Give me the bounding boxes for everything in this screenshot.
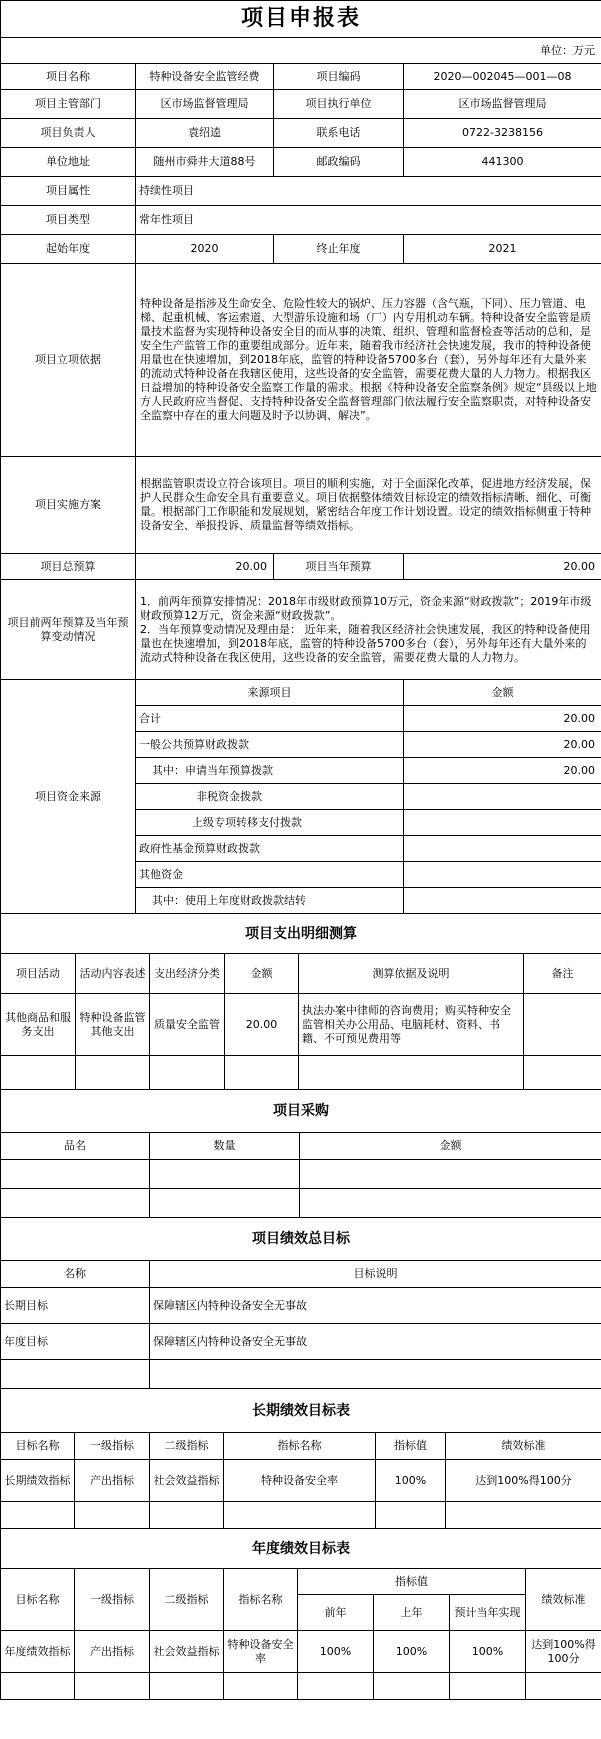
long-term-header: 目标名称	[1, 1433, 75, 1460]
dept-value: 区市场监督管理局	[136, 90, 274, 119]
annual-cell: 达到100%得100分	[526, 1631, 601, 1673]
attr-value: 持续性项目	[136, 177, 601, 206]
current-budget-label: 项目当年预算	[274, 554, 404, 580]
annual-empty-cell	[224, 1673, 298, 1700]
start-year-value: 2020	[136, 235, 274, 264]
annual-sub-header: 预计当年实现	[450, 1595, 526, 1631]
funding-row-name: 非税资金拨款	[136, 784, 404, 810]
funding-row-amount: 20.00	[404, 706, 601, 732]
annual-header: 指标值	[298, 1569, 526, 1595]
perf-total-table	[0, 1217, 601, 1389]
project-name-value: 特种设备安全监管经费	[136, 64, 274, 90]
main-table	[0, 0, 601, 680]
procurement-section-title: 项目采购	[1, 1090, 601, 1133]
annual-cell: 社会效益指标	[150, 1631, 224, 1673]
expense-cell: 特种设备监管其他支出	[76, 994, 150, 1056]
procurement-empty-cell	[150, 1160, 300, 1189]
funding-col-amount: 金额	[404, 680, 601, 706]
basis-label: 项目立项依据	[1, 264, 136, 457]
perf-total-empty-cell	[1, 1360, 150, 1389]
address-value: 随州市舜井大道88号	[136, 148, 274, 177]
long-term-header: 一级指标	[75, 1433, 150, 1460]
long-term-empty-cell	[446, 1502, 601, 1529]
expense-header: 备注	[524, 954, 601, 994]
current-budget-value: 20.00	[404, 554, 601, 580]
funding-row-name: 其他资金	[136, 862, 404, 888]
annual-cell: 100%	[450, 1631, 526, 1673]
annual-empty-cell	[1, 1673, 75, 1700]
expense-header: 活动内容表述	[76, 954, 150, 994]
expense-empty-cell	[524, 1056, 601, 1090]
budget-change-label: 项目前两年预算及当年预算变动情况	[1, 580, 136, 680]
procurement-table	[0, 1089, 601, 1218]
procurement-header: 金额	[300, 1133, 601, 1160]
funding-table	[0, 679, 601, 914]
long-term-cell: 长期绩效指标	[1, 1460, 75, 1502]
phone-value: 0722-3238156	[404, 119, 601, 148]
annual-cell: 产出指标	[75, 1631, 150, 1673]
end-year-label: 终止年度	[274, 235, 404, 264]
expense-empty-cell	[150, 1056, 225, 1090]
long-term-empty-cell	[75, 1502, 150, 1529]
annual-header: 绩效标准	[526, 1569, 601, 1631]
long-term-header: 二级指标	[150, 1433, 224, 1460]
expense-empty-cell	[1, 1056, 76, 1090]
funding-row-amount	[404, 888, 601, 914]
plan-text: 根据监管职责设立符合该项目。项目的顺利实施，对于全面深化改革，促进地方经济发展，保护人民群众生命安全具有重要意义。项目依据整体绩效目标设定的绩效指标清晰、细化、可衡量。根据部门工作职能和发展规划，紧密结合年度工作计划设置。设定的绩效指标侧重于特种设备安全、举报投诉、质量监督等绩效指标。	[136, 457, 601, 554]
annual-cell: 100%	[298, 1631, 374, 1673]
phone-label: 联系电话	[274, 119, 404, 148]
annual-empty-cell	[374, 1673, 450, 1700]
perf-total-row-name: 年度目标	[1, 1324, 150, 1360]
annual-sub-header: 前年	[298, 1595, 374, 1631]
funding-row-name: 上级专项转移支付拨款	[136, 810, 404, 836]
project-code-label: 项目编码	[274, 64, 404, 90]
form-title: 项目申报表	[1, 1, 601, 38]
postcode-label: 邮政编码	[274, 148, 404, 177]
annual-cell: 特种设备安全率	[224, 1631, 298, 1673]
annual-section-title: 年度绩效目标表	[1, 1529, 601, 1569]
long-term-header: 指标值	[376, 1433, 446, 1460]
annual-empty-cell	[150, 1673, 224, 1700]
procurement-empty-cell	[150, 1189, 300, 1218]
long-term-header: 绩效标准	[446, 1433, 601, 1460]
funding-col-source: 来源项目	[136, 680, 404, 706]
leader-label: 项目负责人	[1, 119, 136, 148]
funding-row-name: 合计	[136, 706, 404, 732]
procurement-header: 数量	[150, 1133, 300, 1160]
expense-section-title: 项目支出明细测算	[1, 914, 601, 954]
long-term-cell: 产出指标	[75, 1460, 150, 1502]
long-term-empty-cell	[1, 1502, 75, 1529]
perf-total-section-title: 项目绩效总目标	[1, 1218, 601, 1261]
funding-row-name: 一般公共预算财政拨款	[136, 732, 404, 758]
expense-cell: 20.00	[225, 994, 299, 1056]
perf-total-header: 目标说明	[150, 1261, 601, 1288]
expense-header: 项目活动	[1, 954, 76, 994]
annual-empty-cell	[298, 1673, 374, 1700]
expense-cell: 其他商品和服务支出	[1, 994, 76, 1056]
start-year-label: 起始年度	[1, 235, 136, 264]
long-term-empty-cell	[224, 1502, 376, 1529]
expense-cell	[524, 994, 601, 1056]
expense-header: 测算依据及说明	[299, 954, 524, 994]
annual-empty-cell	[75, 1673, 150, 1700]
leader-value: 袁绍逵	[136, 119, 274, 148]
plan-label: 项目实施方案	[1, 457, 136, 554]
dept-label: 项目主管部门	[1, 90, 136, 119]
funding-row-amount: 20.00	[404, 758, 601, 784]
perf-total-header: 名称	[1, 1261, 150, 1288]
address-label: 单位地址	[1, 148, 136, 177]
funding-row-amount: 20.00	[404, 732, 601, 758]
expense-header: 支出经济分类	[150, 954, 225, 994]
annual-table	[0, 1528, 601, 1700]
annual-cell: 年度绩效指标	[1, 1631, 75, 1673]
procurement-empty-cell	[300, 1189, 601, 1218]
expense-empty-cell	[225, 1056, 299, 1090]
procurement-header: 品名	[1, 1133, 150, 1160]
annual-sub-header: 上年	[374, 1595, 450, 1631]
type-label: 项目类型	[1, 206, 136, 235]
funding-row-name: 政府性基金预算财政拨款	[136, 836, 404, 862]
unit-label: 单位：万元	[1, 38, 601, 64]
basis-text: 特种设备是指涉及生命安全、危险性较大的锅炉、压力容器（含气瓶，下同）、压力管道、电梯、起重机械、客运索道、大型游乐设施和场（厂）内专用机动车辆。特种设备安全监管是质量技术监督为实现特种设备安全目的而从事的决策、组织、管理和监督检查等活动的总和，是安全生产监管工作的重要组成部分。近年来，随着我市经济社会快速发展，我市的特种设备使用量也在快速增加，到2018年底，监管的特种设备5700多台（套），另外每年还有大量外来的流动式特种设备在我辖区使用，这些设备的安全监管，需要花费大量的人力物力。根据我区日益增加的特种设备安全监察工作量的需求。根据《特种设备安全监察条例》规定“县级以上地方人民政府应当督促、支持特种设备安全监督管理部门依法履行安全监察职责，对特种设备安全监察中存在的重大问题及时予以协调、解决”。	[136, 264, 601, 457]
expense-empty-cell	[299, 1056, 524, 1090]
funding-row-name: 其中：申请当年预算拨款	[136, 758, 404, 784]
funding-row-amount	[404, 862, 601, 888]
exec-label: 项目执行单位	[274, 90, 404, 119]
expense-empty-cell	[76, 1056, 150, 1090]
attr-label: 项目属性	[1, 177, 136, 206]
total-budget-label: 项目总预算	[1, 554, 136, 580]
long-term-empty-cell	[150, 1502, 224, 1529]
perf-total-row-desc: 保障辖区内特种设备安全无事故	[150, 1288, 601, 1324]
perf-total-empty-cell	[150, 1360, 601, 1389]
annual-cell: 100%	[374, 1631, 450, 1673]
expense-cell: 执法办案中律师的咨询费用；购买特种安全监管相关办公用品、电脑耗材、资料、书籍、不可预见费用等	[299, 994, 524, 1056]
long-term-section-title: 长期绩效目标表	[1, 1389, 601, 1433]
annual-empty-cell	[450, 1673, 526, 1700]
expense-cell: 质量安全监管	[150, 994, 225, 1056]
long-term-table	[0, 1388, 601, 1529]
procurement-empty-cell	[1, 1189, 150, 1218]
long-term-cell: 达到100%得100分	[446, 1460, 601, 1502]
end-year-value: 2021	[404, 235, 601, 264]
procurement-empty-cell	[300, 1160, 601, 1189]
procurement-empty-cell	[1, 1160, 150, 1189]
total-budget-value: 20.00	[136, 554, 274, 580]
project-code-value: 2020—002045—001—08	[404, 64, 601, 90]
annual-header: 一级指标	[75, 1569, 150, 1631]
perf-total-row-name: 长期目标	[1, 1288, 150, 1324]
funding-row-amount	[404, 810, 601, 836]
type-value: 常年性项目	[136, 206, 601, 235]
long-term-empty-cell	[376, 1502, 446, 1529]
funding-row-name: 其中：使用上年度财政拨款结转	[136, 888, 404, 914]
funding-row-amount	[404, 836, 601, 862]
budget-change-text: 1．前两年预算安排情况：2018年市级财政预算10万元，资金来源“财政拨款”；2019年市级财政预算12万元，资金来源“财政拨款”。 2．当年预算变动情况及理由是： 近年来，随着我区经济社会快速发展，我区的特种设备使用量也在快速增加，到2018年底，监管的特种设备5700多台（套），另外每年还有大量外来的流动式特种设备在我区使用，这些设备的安全监管，需要花费大量的人力物力。	[136, 580, 601, 680]
annual-header: 二级指标	[150, 1569, 224, 1631]
annual-empty-cell	[526, 1673, 601, 1700]
annual-header: 目标名称	[1, 1569, 75, 1631]
annual-header: 指标名称	[224, 1569, 298, 1631]
funding-row-amount	[404, 784, 601, 810]
exec-value: 区市场监督管理局	[404, 90, 601, 119]
long-term-cell: 特种设备安全率	[224, 1460, 376, 1502]
expense-header: 金额	[225, 954, 299, 994]
long-term-cell: 100%	[376, 1460, 446, 1502]
long-term-header: 指标名称	[224, 1433, 376, 1460]
perf-total-row-desc: 保障辖区内特种设备安全无事故	[150, 1324, 601, 1360]
long-term-cell: 社会效益指标	[150, 1460, 224, 1502]
project-name-label: 项目名称	[1, 64, 136, 90]
funding-label: 项目资金来源	[1, 680, 136, 914]
expense-table	[0, 913, 601, 1090]
postcode-value: 441300	[404, 148, 601, 177]
